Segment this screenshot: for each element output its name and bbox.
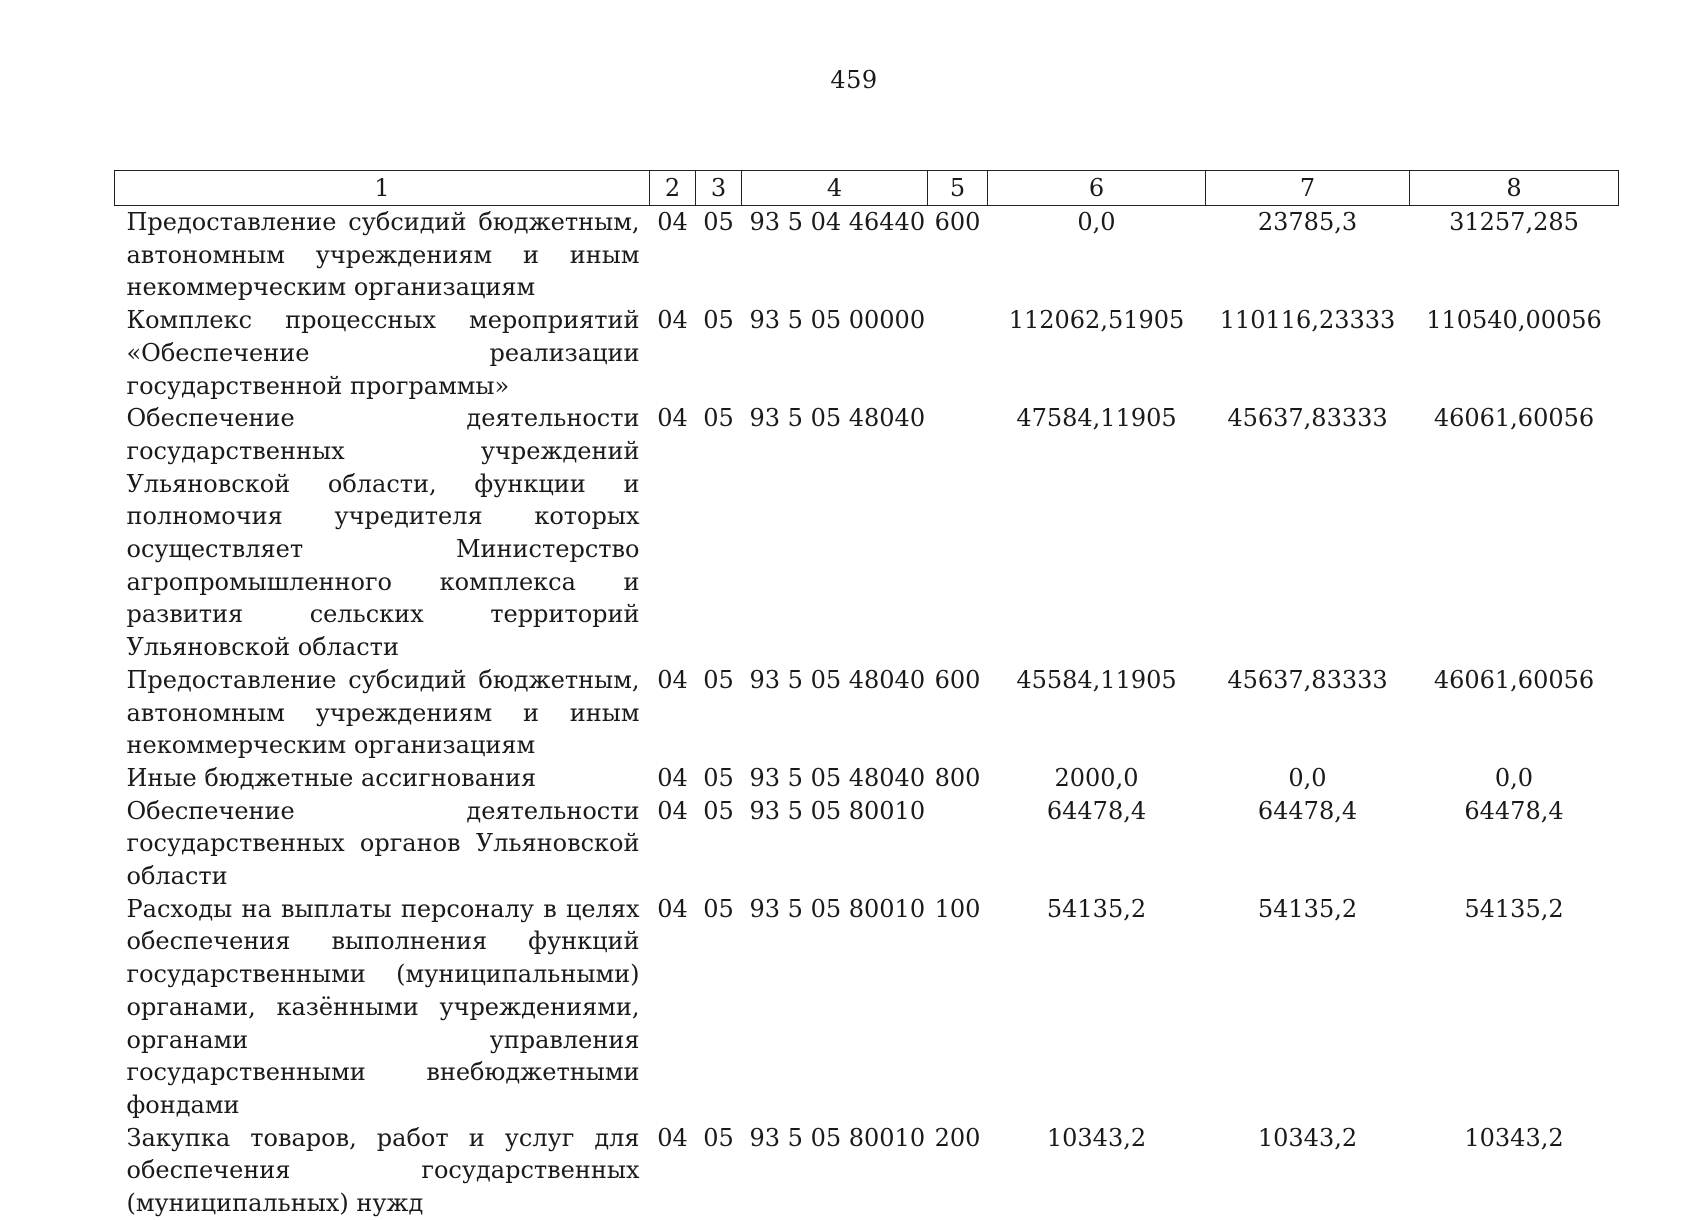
page-number: 459: [830, 66, 878, 94]
row-amount-8: 64478,4: [1464, 796, 1564, 825]
column-header-5: 5: [928, 171, 988, 206]
row-target-article: 93 5 05 48040: [749, 665, 926, 694]
table-row: [115, 893, 1619, 1122]
row-amount-7: 45637,83333: [1227, 404, 1388, 433]
row-amount-8: 110540,00056: [1426, 306, 1602, 335]
column-header-1: 1: [115, 171, 650, 206]
row-section-code: 04: [657, 894, 688, 923]
row-subsection-code: 05: [703, 1123, 734, 1152]
table-row: [115, 304, 1619, 402]
row-expense-type: 100: [934, 894, 981, 923]
row-target-article: 93 5 05 80010: [749, 796, 926, 825]
header-row: [115, 171, 1619, 206]
row-subsection-code: 05: [703, 894, 734, 923]
row-amount-6: 54135,2: [1046, 894, 1147, 923]
row-target-article: 93 5 05 80010: [749, 894, 926, 923]
row-section-code: 04: [657, 796, 688, 825]
row-amount-8: 0,0: [1494, 763, 1534, 792]
column-header-3: 3: [696, 171, 742, 206]
row-amount-6: 45584,11905: [1016, 665, 1177, 694]
row-amount-8: 46061,60056: [1433, 404, 1595, 433]
table-row: [115, 664, 1619, 762]
column-header-7: 7: [1206, 171, 1410, 206]
row-amount-7: 54135,2: [1257, 894, 1358, 923]
row-amount-7: 64478,4: [1257, 796, 1358, 825]
row-expense-type: [928, 304, 988, 402]
table-row: [115, 206, 1619, 305]
row-amount-8: 10343,2: [1464, 1123, 1564, 1152]
row-section-code: 04: [657, 404, 688, 433]
row-amount-8: 31257,285: [1449, 208, 1579, 236]
row-target-article: 93 5 05 48040: [749, 763, 926, 792]
row-expense-type: [928, 795, 988, 893]
table-row: [115, 762, 1619, 795]
row-amount-6: 0,0: [1077, 208, 1116, 236]
row-amount-8: 46061,60056: [1433, 665, 1595, 694]
row-amount-7: 110116,23333: [1219, 306, 1396, 335]
row-name: Закупка товаров, работ и услуг для обеспечения государственных (муниципальных) нужд: [126, 1123, 640, 1218]
row-subsection-code: 05: [703, 306, 734, 335]
row-expense-type: 200: [934, 1123, 981, 1152]
row-subsection-code: 05: [703, 404, 734, 433]
row-name: Расходы на выплаты персоналу в целях обеспечения выполнения функций государственными (муниципальными) органами, казёнными учреждениями, органами управления государственными внебюджетными фондами: [126, 894, 640, 1119]
table-row: [115, 402, 1619, 664]
column-header-2: 2: [650, 171, 696, 206]
column-header-4: 4: [742, 171, 928, 206]
row-section-code: 04: [657, 1123, 688, 1152]
row-amount-6: 2000,0: [1054, 763, 1139, 792]
row-name: Предоставление субсидий бюджетным, автономным учреждениям и иным некоммерческим организациям: [126, 665, 640, 760]
row-amount-7: 23785,3: [1257, 208, 1358, 236]
row-section-code: 04: [657, 665, 688, 694]
row-expense-type: 800: [934, 763, 981, 792]
row-amount-8: 54135,2: [1464, 894, 1564, 923]
row-name: Комплекс процессных мероприятий «Обеспечение реализации государственной программы»: [126, 306, 640, 400]
row-name: Иные бюджетные ассигнования: [126, 763, 537, 792]
table-row: [115, 795, 1619, 893]
row-name: Предоставление субсидий бюджетным, автономным учреждениям и иным некоммерческим организациям: [126, 208, 640, 302]
row-section-code: 04: [657, 306, 688, 335]
row-amount-6: 64478,4: [1046, 796, 1147, 825]
row-target-article: 93 5 05 80010: [749, 1123, 926, 1152]
row-amount-6: 112062,51905: [1008, 306, 1185, 335]
row-section-code: 04: [657, 763, 688, 792]
row-amount-6: 10343,2: [1046, 1123, 1147, 1152]
row-amount-7: 45637,83333: [1227, 665, 1388, 694]
budget-table: [114, 170, 1619, 1220]
row-target-article: 93 5 05 00000: [749, 306, 926, 335]
row-section-code: 04: [657, 208, 688, 236]
row-expense-type: [928, 402, 988, 664]
row-expense-type: 600: [934, 665, 981, 694]
row-name: Обеспечение деятельности государственных органов Ульяновской области: [126, 796, 640, 891]
row-subsection-code: 05: [703, 796, 734, 825]
row-subsection-code: 05: [703, 763, 734, 792]
row-subsection-code: 05: [703, 208, 734, 236]
row-target-article: 93 5 05 48040: [749, 404, 926, 433]
row-amount-7: 0,0: [1288, 763, 1327, 792]
row-expense-type: 600: [934, 208, 981, 236]
table-row: [115, 1122, 1619, 1220]
row-amount-6: 47584,11905: [1016, 404, 1177, 433]
row-name: Обеспечение деятельности государственных учреждений Ульяновской области, функции и полномочия учредителя которых осуществляет Министерство агропромышленного комплекса и развития сельских территорий Ульяновской области: [126, 404, 640, 662]
column-header-6: 6: [988, 171, 1206, 206]
row-target-article: 93 5 04 46440: [749, 208, 926, 236]
row-amount-7: 10343,2: [1257, 1123, 1358, 1152]
column-header-8: 8: [1410, 171, 1619, 206]
row-subsection-code: 05: [703, 665, 734, 694]
